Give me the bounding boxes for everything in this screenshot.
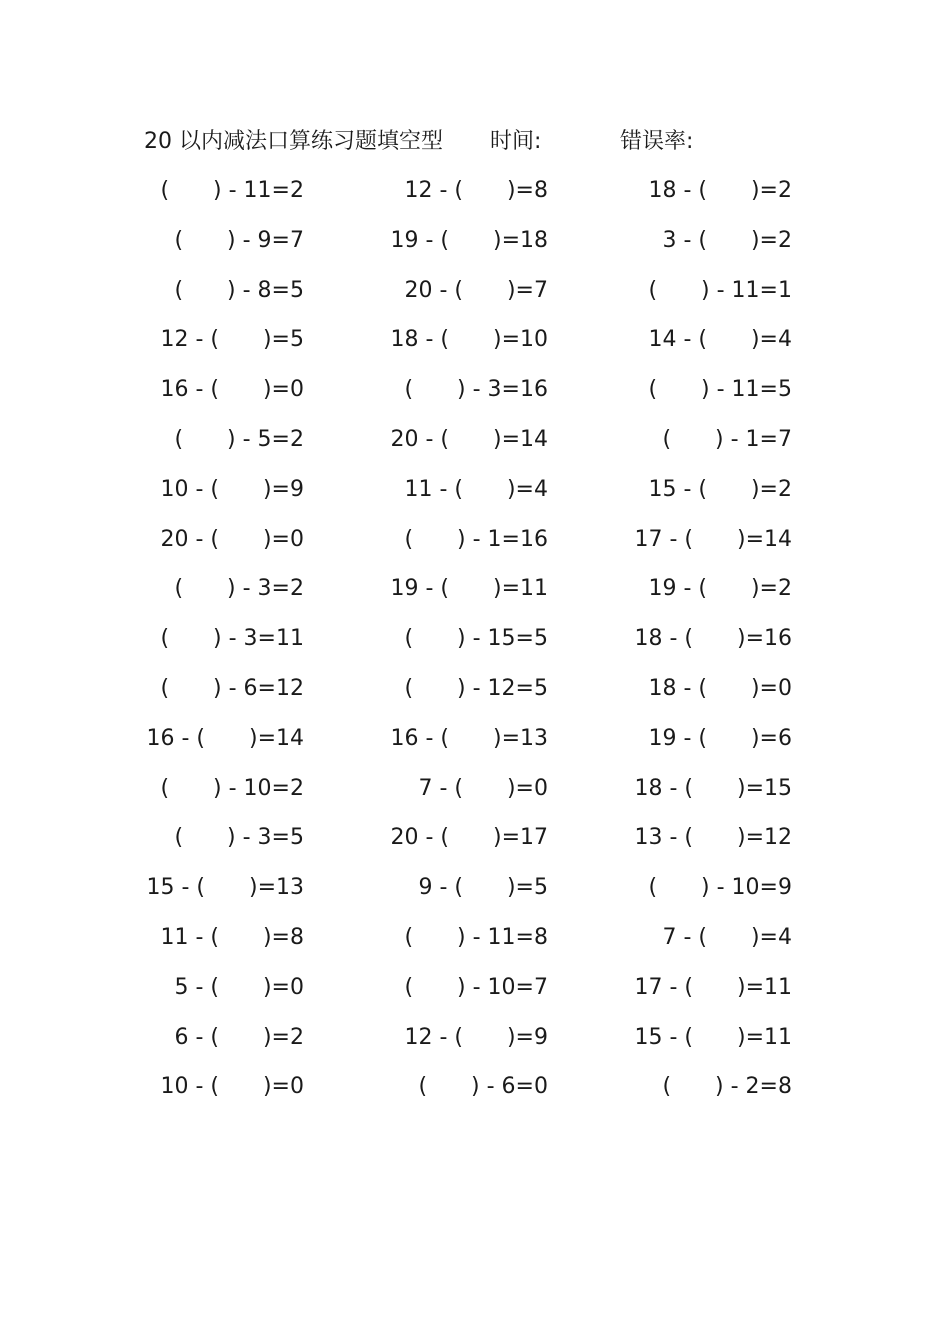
exercise-item: ( ) - 15=5 [404,626,548,652]
exercise-item: 15 - ( )=2 [648,476,792,502]
exercise-item: ( ) - 1=7 [662,426,792,452]
worksheet-title: 20 以内减法口算练习题填空型 [144,129,443,154]
exercise-row [0,523,950,573]
exercise-item: 20 - ( )=0 [160,526,304,552]
exercise-row [0,722,950,772]
error-rate-label: 错误率: [620,129,694,154]
exercise-item: 12 - ( )=9 [404,1024,548,1050]
exercise-item: ( ) - 10=2 [160,775,304,801]
exercise-item: 18 - ( )=15 [634,775,792,801]
exercise-item: 18 - ( )=0 [648,675,792,701]
exercise-item: 20 - ( )=17 [390,825,548,851]
exercise-row [0,423,950,473]
exercise-row [0,274,950,324]
exercise-item: ( ) - 8=5 [174,277,304,303]
exercise-item: 5 - ( )=0 [174,974,304,1000]
exercise-item: ( ) - 10=7 [404,974,548,1000]
exercise-row [0,1021,950,1071]
exercise-row [0,672,950,722]
exercise-item: ( ) - 5=2 [174,426,304,452]
exercise-item: 20 - ( )=7 [404,277,548,303]
exercise-item: ( ) - 9=7 [174,227,304,253]
exercise-item: 17 - ( )=11 [634,974,792,1000]
exercise-item: 18 - ( )=2 [648,178,792,203]
exercise-item: ( ) - 6=12 [160,675,304,701]
exercise-item: 15 - ( )=13 [146,875,304,901]
exercise-row [0,572,950,622]
exercise-row [0,971,950,1021]
exercise-item: 19 - ( )=2 [648,576,792,602]
exercise-item: 7 - ( )=0 [418,775,548,801]
exercise-item: 12 - ( )=8 [404,178,548,203]
exercise-item: 16 - ( )=14 [146,725,304,751]
exercise-row [0,772,950,822]
exercise-item: ( ) - 3=2 [174,576,304,602]
exercise-item: 20 - ( )=14 [390,426,548,452]
exercise-item: ( ) - 11=8 [404,924,548,950]
exercise-row [0,473,950,523]
exercise-item: 18 - ( )=10 [390,327,548,353]
exercise-row [0,224,950,274]
exercise-row [0,174,950,224]
exercise-item: 15 - ( )=11 [634,1024,792,1050]
exercise-row [0,373,950,423]
exercise-item: ( ) - 11=5 [648,377,792,403]
exercise-item: 18 - ( )=16 [634,626,792,652]
exercise-item: 11 - ( )=8 [160,924,304,950]
exercise-item: ( ) - 11=2 [160,178,304,203]
exercise-row [0,871,950,921]
exercise-item: ( ) - 3=5 [174,825,304,851]
exercise-item: 3 - ( )=2 [662,227,792,253]
time-label: 时间: [490,129,542,154]
exercise-item: ( ) - 3=11 [160,626,304,652]
exercise-row [0,323,950,373]
exercise-item: ( ) - 11=1 [648,277,792,303]
exercise-item: 11 - ( )=4 [404,476,548,502]
exercise-row [0,1070,950,1120]
exercise-item: 16 - ( )=0 [160,377,304,403]
exercise-row [0,921,950,971]
exercise-row [0,622,950,672]
exercise-item: ( ) - 2=8 [662,1074,792,1100]
exercise-item: 17 - ( )=14 [634,526,792,552]
exercise-grid [0,174,950,1120]
exercise-item: ( ) - 10=9 [648,875,792,901]
exercise-item: 9 - ( )=5 [418,875,548,901]
exercise-item: ( ) - 12=5 [404,675,548,701]
exercise-item: ( ) - 6=0 [418,1074,548,1100]
exercise-item: ( ) - 3=16 [404,377,548,403]
exercise-row [0,821,950,871]
exercise-item: 7 - ( )=4 [662,924,792,950]
exercise-item: 12 - ( )=5 [160,327,304,353]
exercise-item: 19 - ( )=18 [390,227,548,253]
exercise-item: 16 - ( )=13 [390,725,548,751]
exercise-item: ( ) - 1=16 [404,526,548,552]
exercise-item: 10 - ( )=9 [160,476,304,502]
exercise-item: 10 - ( )=0 [160,1074,304,1100]
exercise-item: 19 - ( )=11 [390,576,548,602]
exercise-item: 14 - ( )=4 [648,327,792,353]
exercise-item: 19 - ( )=6 [648,725,792,751]
exercise-item: 6 - ( )=2 [174,1024,304,1050]
exercise-item: 13 - ( )=12 [634,825,792,851]
